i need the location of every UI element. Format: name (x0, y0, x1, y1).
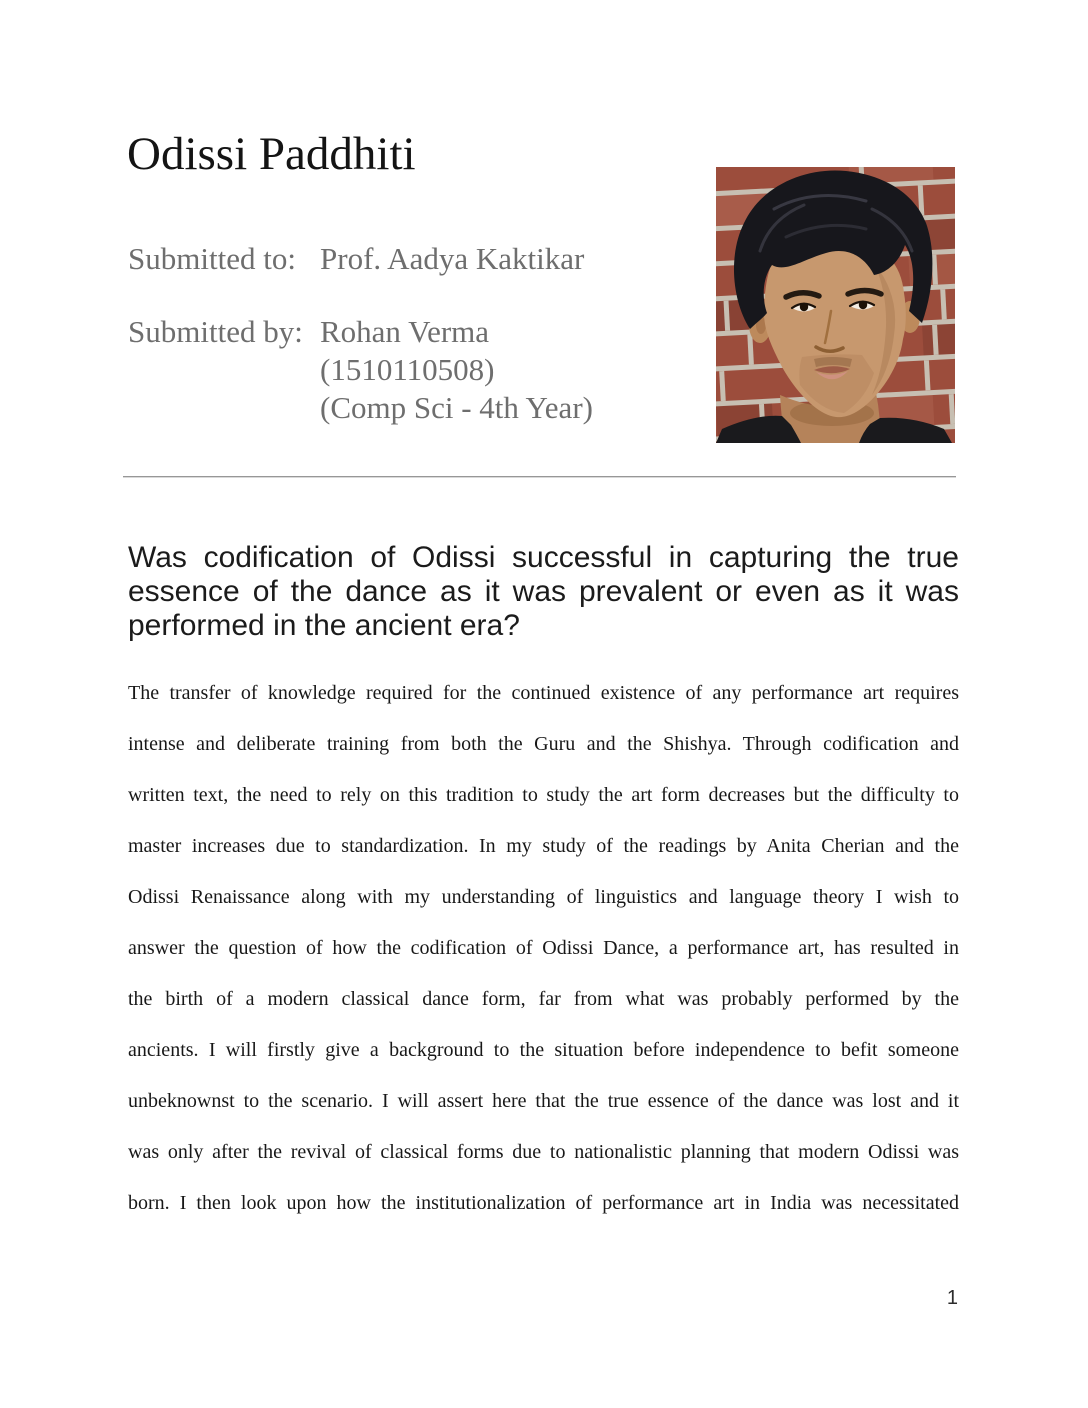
document-title: Odissi Paddhiti (127, 128, 416, 180)
paragraph-line-3: written text, the need to rely on this tradition to study the art form decreases but the difficulty to (128, 784, 959, 806)
submitted-by-label: Submitted by: (128, 314, 303, 349)
question-line-3: performed in the ancient era? (128, 609, 520, 642)
submitted-by-branch: (Comp Sci - 4th Year) (320, 390, 593, 425)
paragraph-line-8: ancients. I will firstly give a background to the situation before independence to befit someone (128, 1039, 959, 1061)
question-line-1: Was codification of Odissi successful in capturing the true (128, 541, 959, 574)
page-number: 1 (946, 1287, 958, 1309)
paragraph-line-9: unbeknownst to the scenario. I will assert here that the true essence of the dance was lost and it (128, 1090, 959, 1112)
submitted-to-row (128, 240, 708, 278)
question-line-2: essence of the dance as it was prevalent or even as it was (128, 575, 959, 608)
paragraph-line-5: Odissi Renaissance along with my understanding of linguistics and language theory I wish to (128, 886, 959, 908)
paragraph-line-6: answer the question of how the codification of Odissi Dance, a performance art, has resulted in (128, 937, 959, 959)
paragraph-line-4: master increases due to standardization. In my study of the readings by Anita Cherian and the (128, 835, 959, 857)
submitted-to-label: Submitted to: (128, 241, 296, 276)
submission-info (128, 240, 708, 427)
submitted-to-value: Prof. Aadya Kaktikar (320, 241, 585, 276)
paragraph-line-7: the birth of a modern classical dance form, far from what was probably performed by the (128, 988, 959, 1010)
paragraph-line-11: born. I then look upon how the institutionalization of performance art in India was necessitated (128, 1192, 959, 1214)
submitted-by-name: Rohan Verma (320, 314, 490, 349)
submitted-by-row (128, 313, 708, 427)
paragraph-line-2: intense and deliberate training from both the Guru and the Shishya. Through codification and (128, 733, 959, 755)
paragraph-line-10: was only after the revival of classical forms due to nationalistic planning that modern Odissi was (128, 1141, 959, 1163)
submitted-by-roll-number: (1510110508) (320, 352, 495, 387)
essay-question-heading (128, 541, 959, 643)
portrait-illustration (716, 167, 955, 443)
paragraph-line-1: The transfer of knowledge required for the continued existence of any performance art requires (128, 682, 959, 704)
horizontal-divider (123, 476, 956, 478)
essay-paragraph (128, 668, 959, 1229)
student-portrait-photo (716, 167, 955, 443)
